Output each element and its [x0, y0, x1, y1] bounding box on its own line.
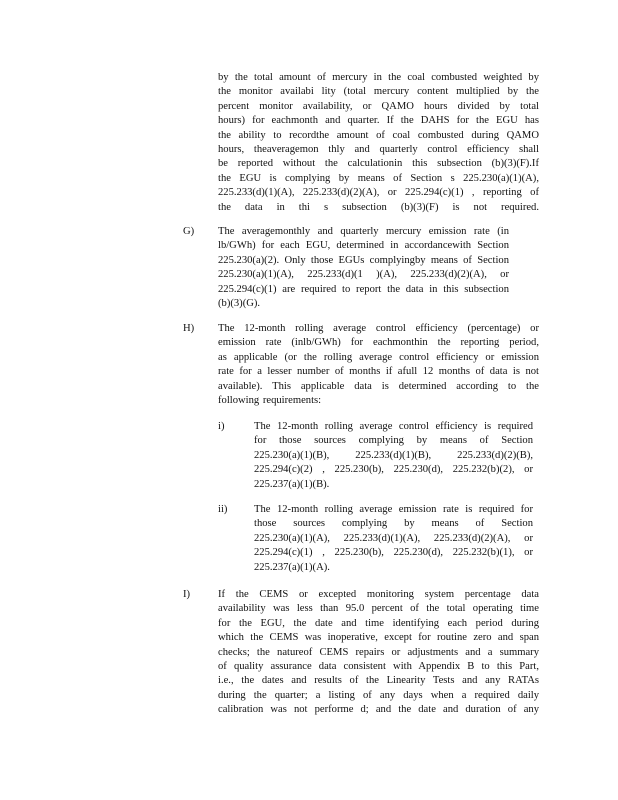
text-line: by the total amount of mercury in the coal combusted weighted by: [218, 72, 539, 83]
text-line: The 12-month rolling average emission rate is required for: [254, 504, 533, 515]
text-line: following requirements:: [218, 395, 322, 407]
text-line: rate for a lesser number of months if afull 12 months of data is not: [218, 366, 539, 378]
text-line: 225.294(c)(1) , 225.230(b), 225.230(d), 225.232(b)(1), or: [254, 547, 533, 559]
text-line: hours, theaveragemon thly and quarterly control efficiency shall: [218, 144, 539, 156]
text-line: availability was less than 95.0 percent of the total operating time: [218, 603, 539, 615]
text-line: the ability to recordthe amount of coal combusted during QAMO: [218, 129, 539, 141]
text-line: those sources complying by means of Section: [254, 518, 533, 530]
intro-paragraph: [218, 71, 539, 215]
item-h-ii-label: ii): [218, 504, 228, 515]
text-line: of quality assurance data consistent with Appendix B to this Part,: [218, 661, 539, 673]
text-line: the EGU is complying by means of Section s 225.230(a)(1)(A),: [218, 172, 539, 184]
text-line: The 12-month rolling average control efficiency (percentage) or: [218, 323, 539, 334]
text-line: The averagemonthly and quarterly mercury emission rate (in: [218, 226, 509, 237]
text-line: available). This applicable data is determined according to the: [218, 380, 539, 392]
item-i-label: I): [183, 589, 191, 600]
text-line: 225.294(c)(2) , 225.230(b), 225.230(d), 225.232(b)(2), or: [254, 464, 533, 476]
item-h-label: H): [183, 323, 195, 334]
text-line: 225.230(a)(1)(A), 225.233(d)(1 )(A), 225.233(d)(2)(A), or: [218, 269, 509, 281]
text-line: (b)(3)(G).: [218, 298, 261, 310]
text-line: be reported without the calculationin this subsection (b)(3)(F).If: [218, 158, 539, 170]
text-line: calibration was not performe d; and the date and duration of any: [218, 704, 539, 716]
text-line: emission rate (inlb/GWh) for eachmonthin the reporting period,: [218, 337, 539, 349]
text-line: 225.237(a)(1)(A).: [254, 561, 330, 573]
text-line: for those sources complying by means of Section: [254, 435, 533, 447]
text-line: percent monitor availability, or QAMO hours divided by total: [218, 100, 539, 112]
item-h-i-label: i): [218, 421, 225, 432]
text-line: checks; the natureof CEMS repairs or adjustments and a summary: [218, 646, 539, 658]
text-line: 225.230(a)(1)(B), 225.233(d)(1)(B), 225.233(d)(2)(B),: [254, 449, 533, 461]
text-line: 225.230(a)(1)(A), 225.233(d)(1)(A), 225.233(d)(2)(A), or: [254, 532, 533, 544]
text-line: 225.233(d)(1)(A), 225.233(d)(2)(A), or 225.294(c)(1) , reporting of: [218, 187, 539, 199]
text-line: If the CEMS or excepted monitoring system percentage data: [218, 589, 539, 600]
text-line: The 12-month rolling average control efficiency is required: [254, 421, 533, 432]
text-line: the data in thi s subsection (b)(3)(F) is not required.: [218, 201, 539, 213]
item-i-paragraph: [218, 588, 539, 718]
text-line: for the EGU, the date and time identifying each period during: [218, 617, 539, 629]
item-h-paragraph: [218, 322, 539, 408]
item-g-paragraph: [218, 225, 509, 311]
item-h-i-paragraph: [254, 420, 533, 492]
text-line: 225.230(a)(2). Only those EGUs complyingby means of Section: [218, 254, 509, 266]
text-line: i.e., the dates and results of the Linearity Tests and any RATAs: [218, 675, 539, 687]
text-line: lb/GWh) for each EGU, determined in accordancewith Section: [218, 240, 509, 252]
text-line: which the CEMS was inoperative, except for routine zero and span: [218, 632, 539, 644]
text-line: during the quarter; a listing of any days when a required daily: [218, 689, 539, 701]
text-line: hours) for eachmonth and quarter. If the DAHS for the EGU has: [218, 115, 539, 127]
text-line: as applicable (or the rolling average control efficiency or emission: [218, 351, 539, 363]
text-line: the monitor availabi lity (total mercury content multiplied by the: [218, 86, 539, 98]
text-line: 225.237(a)(1)(B).: [254, 478, 330, 490]
item-g-label: G): [183, 226, 195, 237]
text-line: 225.294(c)(1) are required to report the data in this subsection: [218, 283, 509, 295]
item-h-ii-paragraph: [254, 503, 533, 575]
